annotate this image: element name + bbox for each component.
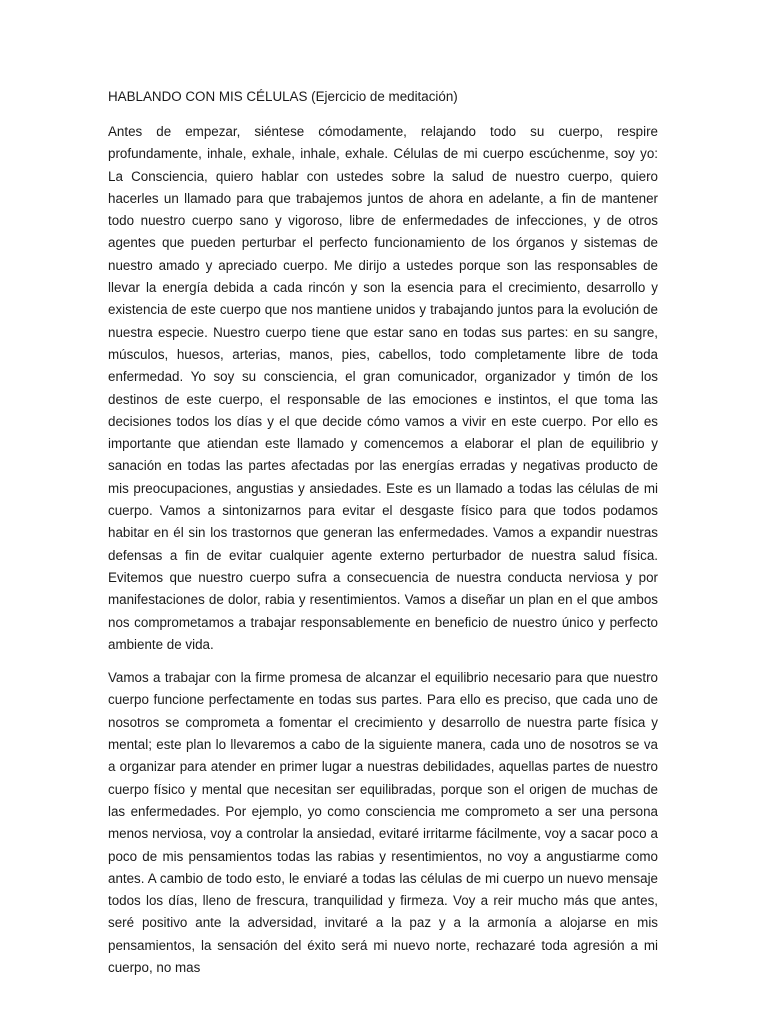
document-title: HABLANDO CON MIS CÉLULAS (Ejercicio de meditación)	[108, 89, 458, 104]
document-page	[108, 86, 658, 990]
paragraph-1: Antes de empezar, siéntese cómodamente, relajando todo su cuerpo, respire profundamente, inhale, exhale, inhale, exhale. Células de mi cuerpo escúchenme, soy yo: La Consciencia, quiero hablar con ustedes sobre la salud de nuestro cuerpo, quiero hacerles un llamado para que trabajemos juntos de ahora en adelante, a fin de mantener todo nuestro cuerpo sano y vigoroso, libre de enfermedades de infecciones, y de otros agentes que pueden perturbar el perfecto funcionamiento de los órganos y sistemas de nuestro amado y apreciado cuerpo. Me dirijo a ustedes porque son las responsables de llevar la energía debida a cada rincón y son la esencia para el crecimiento, desarrollo y existencia de este cuerpo que nos mantiene unidos y trabajando juntos para la evolución de nuestra especie. Nuestro cuerpo tiene que estar sano en todas sus partes: en su sangre, músculos, huesos, arterias, manos, pies, cabellos, todo completamente libre de toda enfermedad. Yo soy su consciencia, el gran comunicador, organizador y timón de los destinos de este cuerpo, el responsable de las emociones e instintos, el que toma las decisiones todos los días y el que decide cómo vamos a vivir en este cuerpo. Por ello es importante que atiendan este llamado y comencemos a elaborar el plan de equilibrio y sanación en todas las partes afectadas por las energías erradas y negativas producto de mis preocupaciones, angustias y ansiedades. Este es un llamado a todas las células de mi cuerpo. Vamos a sintonizarnos para evitar el desgaste físico para que todos podamos habitar en él sin los trastornos que generan las enfermedades. Vamos a expandir nuestras defensas a fin de evitar cualquier agente externo perturbador de nuestra salud física. Evitemos que nuestro cuerpo sufra a consecuencia de nuestra conducta nerviosa y por manifestaciones de dolor, rabia y resentimientos. Vamos a diseñar un plan en el que ambos nos comprometamos a trabajar responsablemente en beneficio de nuestro único y perfecto ambiente de vida.	[108, 124, 658, 652]
paragraph-2: Vamos a trabajar con la firme promesa de alcanzar el equilibrio necesario para que nuestro cuerpo funcione perfectamente en todas sus partes. Para ello es preciso, que cada uno de nosotros se comprometa a fomentar el crecimiento y desarrollo de nuestra parte física y mental; este plan lo llevaremos a cabo de la siguiente manera, cada uno de nosotros se va a organizar para atender en primer lugar a nuestras debilidades, aquellas partes de nuestro cuerpo físico y mental que necesitan ser equilibradas, porque son el origen de muchas de las enfermedades. Por ejemplo, yo como consciencia me comprometo a ser una persona menos nerviosa, voy a controlar la ansiedad, evitaré irritarme fácilmente, voy a sacar poco a poco de mis pensamientos todas las rabias y resentimientos, no voy a angustiarme como antes. A cambio de todo esto, le enviaré a todas las células de mi cuerpo un nuevo mensaje todos los días, lleno de frescura, tranquilidad y firmeza. Voy a reir mucho más que antes, seré positivo ante la adversidad, invitaré a la paz y a la armonía a alojarse en mis pensamientos, la sensación del éxito será mi nuevo norte, rechazaré toda agresión a mi cuerpo, no mas	[108, 670, 658, 975]
